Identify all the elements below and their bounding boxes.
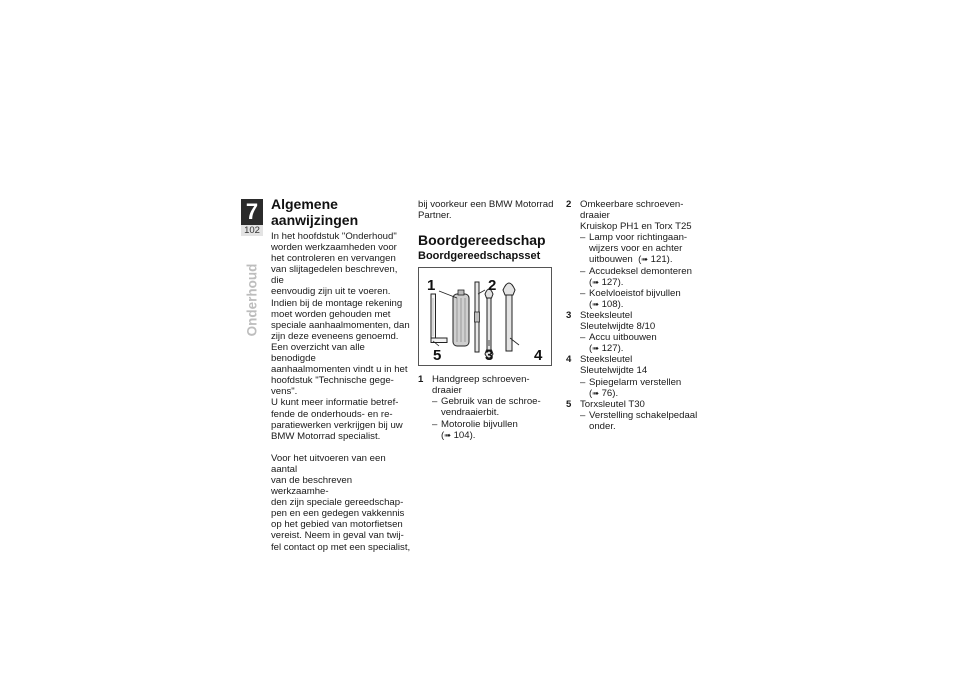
- dash-marker: –: [580, 232, 586, 244]
- text-line: zijn deze eveneens genoemd.: [271, 330, 399, 342]
- text-line: het controleren en vervangen: [271, 253, 396, 265]
- dash-marker: –: [580, 376, 586, 388]
- sub-item: [432, 396, 558, 418]
- item-text: Omkeerbare schroeven-: [580, 199, 684, 210]
- sub-text: Verstelling schakelpedaal: [589, 409, 698, 421]
- arrow-right-icon: ➠: [592, 277, 599, 287]
- text-line: Voor het uitvoeren van een aantal: [271, 452, 386, 475]
- continued-paragraph: [418, 199, 558, 221]
- dash-marker: –: [432, 418, 438, 430]
- item-number: 5: [566, 398, 572, 410]
- text-line: Indien bij de montage rekening: [271, 297, 403, 309]
- text-line: vens".: [271, 386, 298, 398]
- page-ref-number: 76).: [601, 387, 619, 399]
- dash-marker: –: [580, 409, 586, 421]
- sub-text: Koelvloeistof bijvullen: [589, 287, 681, 299]
- callout-2: 2: [488, 277, 497, 295]
- text-line: In het hoofdstuk "Onderhoud": [271, 231, 397, 242]
- page-ref-number: 108).: [601, 298, 624, 310]
- text-line: aanhaalmomenten vindt u in het: [271, 364, 408, 376]
- screwdriver-handle-icon: [453, 290, 469, 346]
- item-text: Steeksleutel: [580, 309, 633, 321]
- list-item: [418, 374, 558, 441]
- page-ref-number: 127).: [601, 343, 624, 355]
- text-line: Een overzicht van alle benodigde: [271, 341, 365, 365]
- toolkit-illustration: [419, 268, 551, 365]
- chapter-number: 7: [241, 199, 263, 225]
- text-line: U kunt meer informatie betref-: [271, 397, 399, 409]
- text-line: Partner.: [418, 210, 452, 222]
- column-2: [418, 199, 558, 441]
- sub-item: [580, 410, 706, 432]
- chapter-side-label: Onderhoud: [244, 263, 260, 337]
- text-line: fende de onderhouds- en re-: [271, 408, 393, 420]
- page-number: 102: [244, 225, 260, 236]
- list-item: [566, 199, 706, 310]
- item-text: draaier: [432, 385, 462, 397]
- intro-paragraph: [271, 231, 411, 442]
- list-item: [566, 310, 706, 354]
- text-line: op het gebied van motorfietsen: [271, 519, 403, 531]
- sub-item: [580, 332, 706, 354]
- column-3: [566, 199, 706, 432]
- sub-item: [580, 377, 706, 399]
- text-line: paratiewerken verkrijgen bij uw: [271, 419, 403, 431]
- section-title: Boordgereedschap: [418, 232, 546, 249]
- sub-text: wijzers voor en achter: [589, 243, 683, 255]
- sub-text: Motorolie bijvullen: [441, 418, 518, 430]
- item-text: Handgreep schroeven-: [432, 374, 530, 386]
- text-line: worden werkzaamheden voor: [271, 242, 397, 254]
- reversible-bit-icon: [475, 282, 480, 352]
- page-ref-number: 104).: [453, 429, 476, 441]
- item-text: Steeksleutel: [580, 354, 633, 366]
- page-reference[interactable]: (➠ 104).: [441, 429, 476, 441]
- subsection-title: Boordgereedschapsset: [418, 250, 541, 263]
- arrow-right-icon: ➠: [592, 344, 599, 354]
- arrow-right-icon: ➠: [592, 388, 599, 398]
- text-line: speciale aanhaalmomenten, dan: [271, 319, 410, 331]
- list-item: [566, 354, 706, 398]
- sub-text: Accu uitbouwen: [589, 332, 657, 344]
- sub-item: [580, 232, 706, 265]
- text-line: BMW Motorrad specialist.: [271, 430, 381, 442]
- sub-text-with-ref: [589, 254, 706, 265]
- sub-text: Gebruik van de schroe-: [441, 396, 541, 408]
- dash-marker: –: [580, 287, 586, 299]
- callout-1: 1: [427, 277, 436, 295]
- page-ref-number: 127).: [601, 276, 624, 288]
- item-text: Sleutelwijdte 8/10: [580, 321, 656, 333]
- arrow-right-icon: ➠: [641, 255, 648, 265]
- text-line: van slijtagedelen beschreven, die: [271, 264, 398, 287]
- sub-item: [432, 419, 558, 441]
- section-title: Algemene aanwijzingen: [271, 196, 359, 228]
- dash-marker: –: [432, 396, 438, 408]
- callout-5: 5: [433, 347, 442, 365]
- page-reference[interactable]: (➠ 121).: [638, 254, 673, 266]
- text-line: eenvoudig zijn uit te voeren.: [271, 286, 391, 298]
- sub-item: [580, 288, 706, 310]
- callout-3: 3: [485, 347, 494, 365]
- item-number: 1: [418, 374, 424, 386]
- arrow-right-icon: ➠: [592, 299, 599, 309]
- specialist-paragraph: [271, 453, 411, 553]
- text-line: moet worden gehouden met: [271, 308, 391, 320]
- page-reference[interactable]: (➠ 127).: [589, 343, 624, 355]
- text-line: pen en een gedegen vakkennis: [271, 508, 405, 520]
- sub-text: Lamp voor richtingaan-: [589, 232, 688, 244]
- item-number: 2: [566, 199, 572, 210]
- dash-marker: –: [580, 265, 586, 277]
- sub-text: Spiegelarm verstellen: [589, 376, 682, 388]
- item-text: draaier: [580, 210, 610, 222]
- item-number: 3: [566, 309, 572, 321]
- item-text: Sleutelwijdte 14: [580, 365, 648, 377]
- item-number: 4: [566, 354, 572, 366]
- callout-4: 4: [534, 347, 543, 365]
- sub-item: [580, 266, 706, 288]
- sub-text: uitbouwen: [589, 254, 633, 266]
- text-line: hoofdstuk "Technische gege-: [271, 375, 394, 387]
- toolkit-figure: [418, 267, 552, 366]
- page-reference[interactable]: (➠ 127).: [589, 276, 624, 288]
- text-line: den zijn speciale gereedschap-: [271, 497, 404, 509]
- arrow-right-icon: ➠: [444, 430, 451, 440]
- sub-text: Accudeksel demonteren: [589, 265, 692, 277]
- item-text: Kruiskop PH1 en Torx T25: [580, 221, 692, 233]
- page-reference[interactable]: (➠ 76).: [589, 387, 619, 399]
- page-ref-number: 121).: [650, 254, 673, 266]
- text-line: fel contact op met een specialist,: [271, 541, 411, 553]
- text-line: vereist. Neem in geval van twij-: [271, 530, 404, 542]
- dash-marker: –: [580, 332, 586, 344]
- column-1: [271, 196, 411, 553]
- text-line: van de beschreven werkzaamhe-: [271, 474, 353, 498]
- list-item: [566, 399, 706, 432]
- sub-text: onder.: [589, 420, 616, 432]
- item-text: Torxsleutel T30: [580, 398, 645, 410]
- sub-text: vendraaierbit.: [441, 407, 500, 419]
- page-reference[interactable]: (➠ 108).: [589, 298, 624, 310]
- text-line: bij voorkeur een BMW Motorrad: [418, 199, 554, 210]
- torx-key-icon: [431, 294, 447, 343]
